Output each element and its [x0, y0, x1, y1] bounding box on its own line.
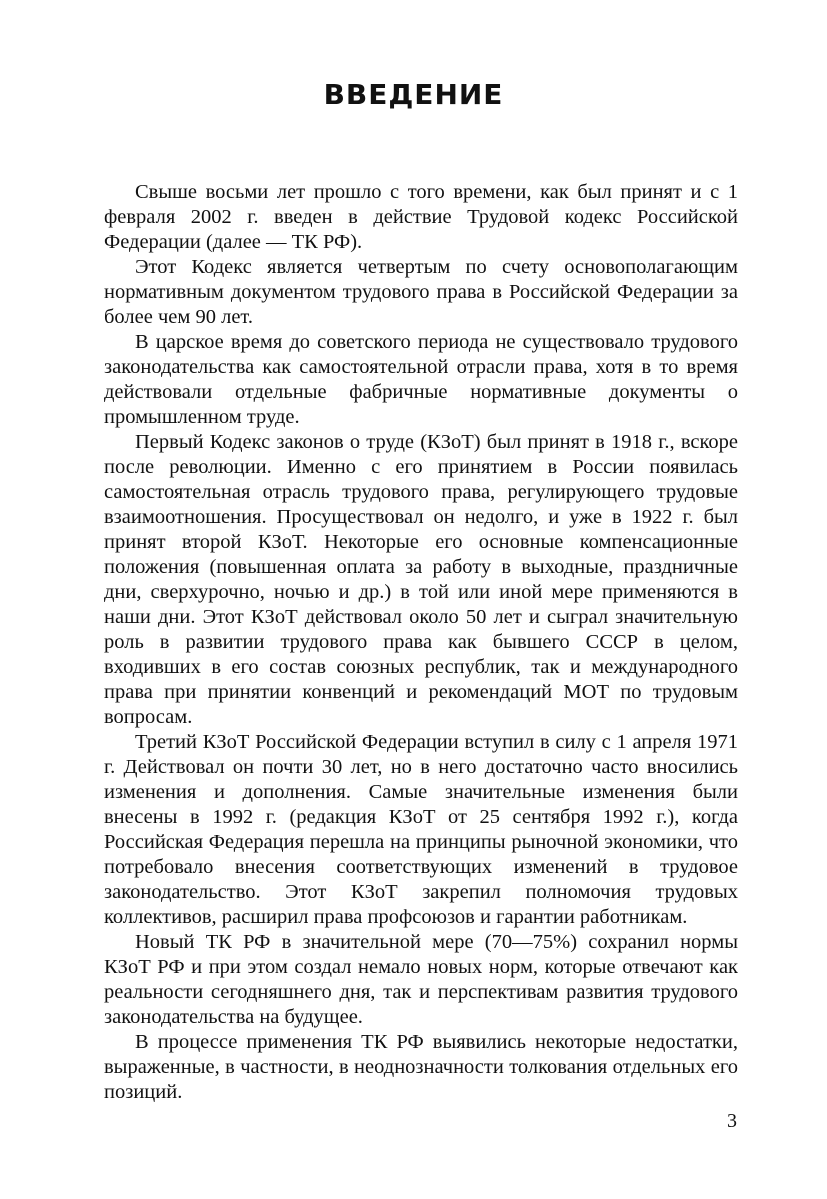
paragraph-2: Этот Кодекс является четвертым по счету основополагающим нормативным документом трудового права в Российской Федерации за более чем 90 лет.	[104, 256, 738, 328]
page-title: ВВЕДЕНИЕ	[323, 78, 504, 111]
paragraph-3: В царское время до советского периода не существовало трудового законодательства как самостоятельной отрасли права, хотя в то время действовали отдельные фабричные нормативные документы о промышленном труде.	[104, 331, 738, 428]
paragraph-6: Новый ТК РФ в значительной мере (70—75%) сохранил нормы КЗоТ РФ и при этом создал немало новых норм, которые отвечают как реальности сегодняшнего дня, так и перспективам развития трудового законодательства на будущее.	[104, 931, 738, 1028]
paragraph-5: Третий КЗоТ Российской Федерации вступил в силу с 1 апреля 1971 г. Действовал он почти 30 лет, но в него достаточно часто вносились изменения и дополнения. Самые значительные изменения были внесены в 1992 г. (редакция КЗоТ от 25 сентября 1992 г.), когда Российская Федерация перешла на принципы рыночной экономики, что потребовало внесения соответствующих изменений в трудовое законодательство. Этот КЗоТ закрепил полномочия трудовых коллективов, расширил права профсоюзов и гарантии работникам.	[104, 731, 738, 928]
paragraph-1: Свыше восьми лет прошло с того времени, как был принят и с 1 февраля 2002 г. введен в действие Трудовой кодекс Российской Федерации (далее — ТК РФ).	[104, 181, 738, 253]
paragraph-4: Первый Кодекс законов о труде (КЗоТ) был принят в 1918 г., вскоре после революции. Именно с его принятием в России появилась самостоятельная отрасль трудового права, регулирующего трудовые взаимоотношения. Просуществовал он недолго, и уже в 1922 г. был принят второй КЗоТ. Некоторые его основные компенсационные положения (повышенная оплата за работу в выходные, праздничные дни, сверхурочно, ночью и др.) в той или иной мере применяются в наши дни. Этот КЗоТ действовал около 50 лет и сыграл значительную роль в развитии трудового права как бывшего СССР в целом, входивших в его состав союзных республик, так и международного права при принятии конвенций и рекомендаций МОТ по трудовым вопросам.	[104, 431, 738, 728]
body-text	[104, 180, 738, 1105]
page-number: 3	[727, 1110, 737, 1132]
paragraph-7: В процессе применения ТК РФ выявились некоторые недостатки, выраженные, в частности, в неоднозначности толкования отдельных его позиций.	[104, 1031, 738, 1103]
